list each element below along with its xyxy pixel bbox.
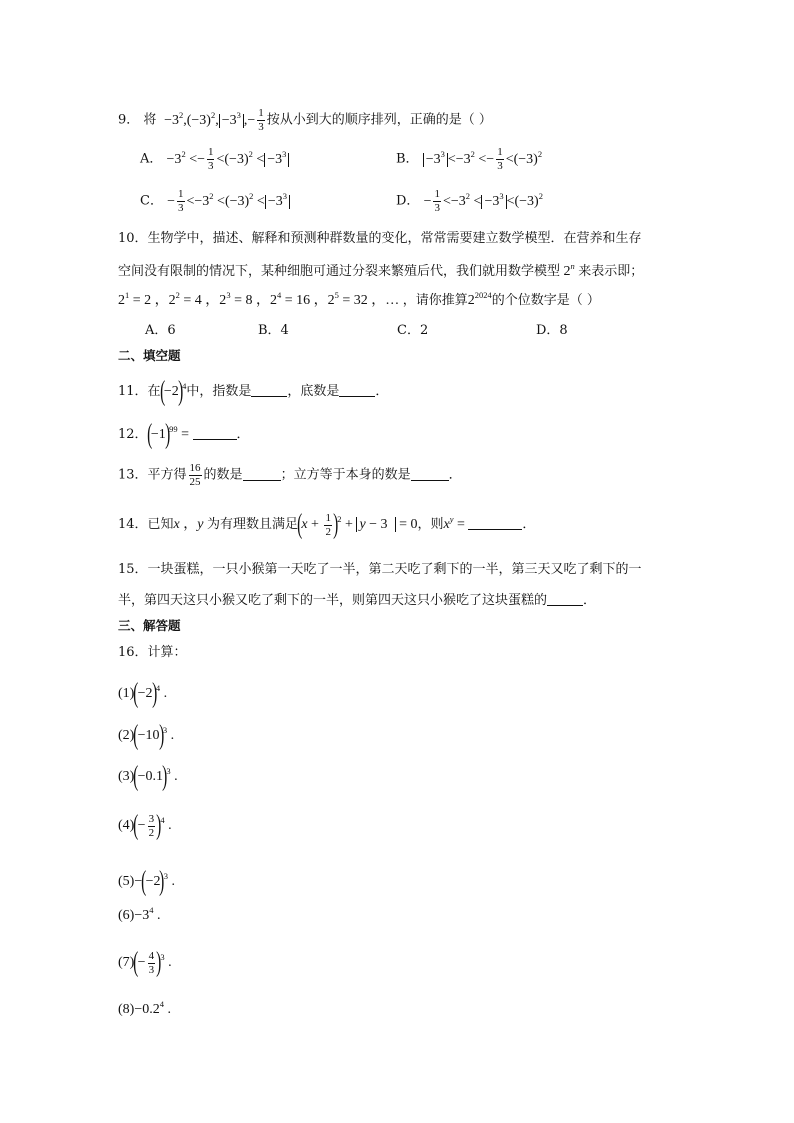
q16-item-6: $(6)-3^4$ . xyxy=(118,905,161,923)
answer-blank[interactable] xyxy=(468,515,522,530)
q10-option-c: C．2 xyxy=(397,323,429,338)
question-12: 12．$(-1)^{99}$ = ． xyxy=(118,419,250,450)
question-15-line1: 15．一块蛋糕，一只小猴第一天吃了一半，第二天吃了剩下的一半，第三天又吃了剩下的一 xyxy=(118,562,642,577)
question-10-line1: 10．生物学中，描述、解释和预测种群数量的变化，常常需要建立数学模型．在营养和生存 xyxy=(118,231,642,246)
question-16-title: 16．计算： xyxy=(118,645,187,660)
question-10-line3: $2^1 = 2$ ，$2^2 = 4$ ，$2^3 = 8$ ，$2^4 = 16$ ，$2^5 = 32$ ，… ，请你推算$2^{2024}$的个位数字是（ ） xyxy=(118,290,600,308)
q16-item-7: (7)(− $\frac{4}{3}$ )$^3$ . xyxy=(118,947,172,978)
q9-option-c: C． − $\frac{1}{3}$ $<-3^2 <(-3)^2 < -3^3$ xyxy=(140,189,290,214)
answer-blank[interactable] xyxy=(547,591,583,606)
q16-item-4: (4)(− $\frac{3}{2}$ )$^4$ . xyxy=(118,810,172,841)
question-11: 11．在$(-2)^4$中，指数是 ，底数是 ． xyxy=(118,376,389,407)
q9-option-a: A． $-3^2$ <− $\frac{1}{3}$ $<(-3)^2 < -3^3$ xyxy=(140,147,289,172)
q9-expression: $-3^2,(-3)^2$, $-3^3$ ,− $\frac{1}{3}$ xyxy=(160,107,264,133)
q9-option-b: B． $-3^3 <-3^2$ <− $\frac{1}{3}$ $<(-3)^2$ xyxy=(396,146,543,172)
answer-blank[interactable] xyxy=(193,425,237,440)
answer-blank[interactable] xyxy=(411,466,449,481)
q16-item-3: $(3)(-0.1)^3$ . xyxy=(118,761,178,792)
answer-blank[interactable] xyxy=(251,382,287,397)
question-13: 13．平方得 $\frac{16}{25}$ 的数是 ；立方等于本身的数是 ． xyxy=(118,462,462,488)
q10-option-a: A．6 xyxy=(145,323,176,338)
q16-item-5: $(5)-(-2)^3$ . xyxy=(118,866,176,897)
section-solve-heading: 三、解答题 xyxy=(118,618,181,633)
question-15-line2: 半，第四天这只小猴又吃了剩下的一半，则第四天这只小猴吃了这块蛋糕的 ． xyxy=(118,593,597,608)
section-fill-heading: 二、填空题 xyxy=(118,348,181,363)
q10-option-b: B．4 xyxy=(258,323,289,338)
q16-item-1: $(1)(-2)^4$ . xyxy=(118,678,168,709)
q16-item-2: $(2)(-10)^3$ . xyxy=(118,720,175,751)
q9-option-d: D． − $\frac{1}{3}$ $<-3^2 < -3^3 <(-3)^2$ xyxy=(396,188,543,214)
answer-blank[interactable] xyxy=(339,382,375,397)
question-14: 14．已知x ，y 为有理数且满足(x + $\frac{1}{2}$ )$^2$ + y − 3 = 0，则$x^y$ = ． xyxy=(118,509,536,540)
q10-option-d: D．8 xyxy=(536,323,568,338)
answer-blank[interactable] xyxy=(243,466,281,481)
question-10-line2: 空间没有限制的情况下，某种细胞可通过分裂来繁殖后代，我们就用数学模型 2$^n$ 来表示即； xyxy=(118,261,644,279)
question-9: 9． 将 $-3^2,(-3)^2$, $-3^3$ ,− $\frac{1}{3}$ 按从小到大的顺序排列，正确的是（ ） xyxy=(118,107,492,133)
q16-item-8: $(8)-0.2^4$ . xyxy=(118,999,171,1017)
